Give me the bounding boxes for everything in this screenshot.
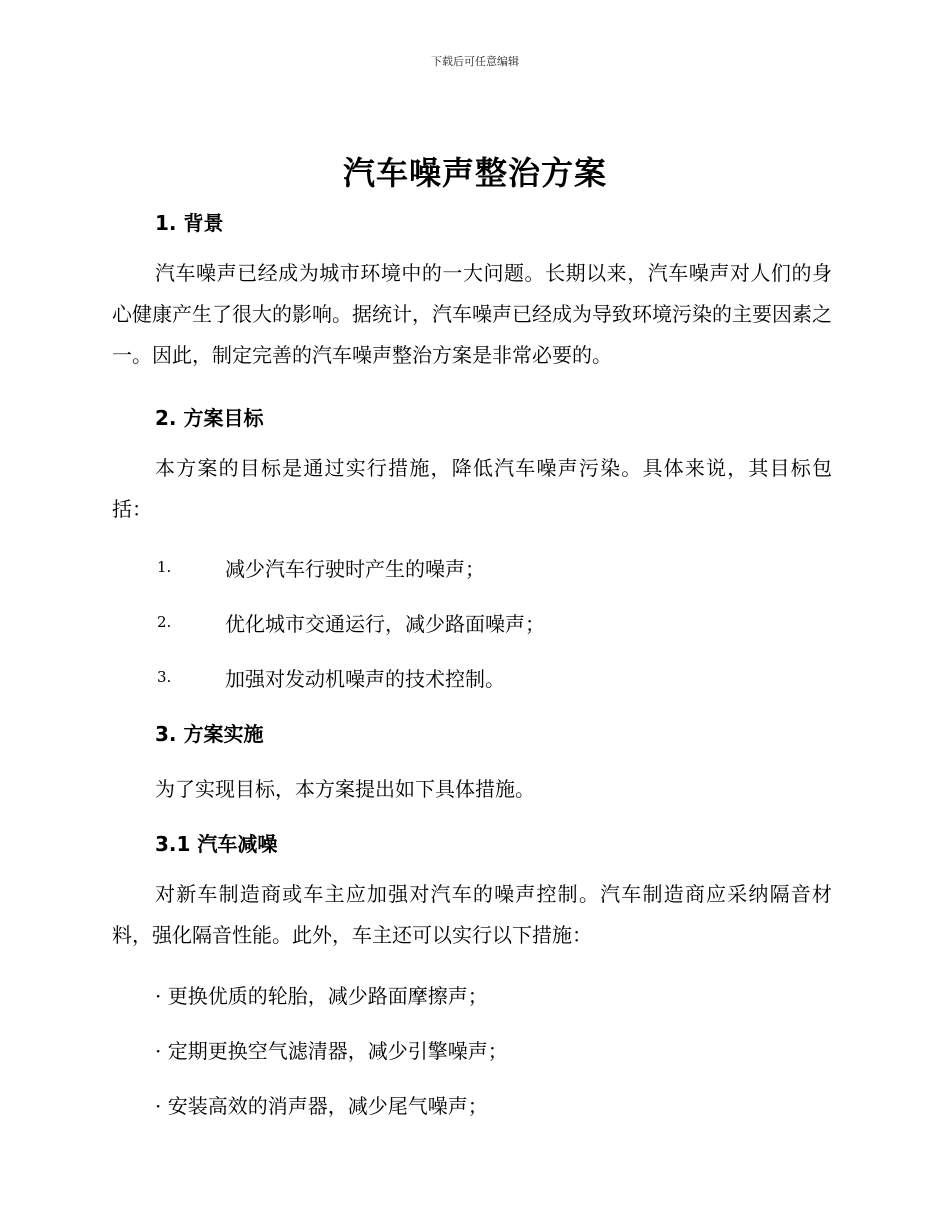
list-item-number: 1. bbox=[157, 558, 172, 576]
paragraph-car-noise-reduction: 对新车制造商或车主应加强对汽车的噪声控制。汽车制造商应采纳隔音材料，强化隔音性能。此外，车主还可以实行以下措施： bbox=[112, 882, 832, 947]
document-title: 汽车噪声整治方案 bbox=[342, 154, 607, 192]
bullet-item: · 安装高效的消声器，减少尾气噪声； bbox=[155, 1094, 488, 1118]
list-item-number: 2. bbox=[157, 613, 172, 631]
heading-car-noise-reduction: 3.1 汽车减噪 bbox=[155, 832, 278, 856]
paragraph-background: 汽车噪声已经成为城市环境中的一大问题。长期以来，汽车噪声对人们的身心健康产生了很大的影响。据统计，汽车噪声已经成为导致环境污染的主要因素之一。因此，制定完善的汽车噪声整治方案是非常必要的。 bbox=[112, 261, 832, 367]
heading-goals: 2. 方案目标 bbox=[155, 406, 264, 430]
list-item-text: 优化城市交通运行，减少路面噪声； bbox=[225, 612, 545, 636]
heading-implementation: 3. 方案实施 bbox=[155, 722, 264, 746]
bullet-item: · 定期更换空气滤清器，减少引擎噪声； bbox=[155, 1039, 508, 1063]
bullet-item: · 更换优质的轮胎，减少路面摩擦声； bbox=[155, 984, 488, 1008]
heading-background: 1. 背景 bbox=[155, 211, 224, 235]
header-note: 下载后可任意编辑 bbox=[431, 55, 519, 68]
list-item-text: 加强对发动机噪声的技术控制。 bbox=[225, 667, 505, 691]
list-item-number: 3. bbox=[157, 668, 172, 686]
paragraph-implementation: 为了实现目标，本方案提出如下具体措施。 bbox=[155, 777, 535, 801]
paragraph-goals: 本方案的目标是通过实行措施，降低汽车噪声污染。具体来说，其目标包括： bbox=[112, 456, 832, 521]
list-item-text: 减少汽车行驶时产生的噪声； bbox=[225, 557, 485, 581]
